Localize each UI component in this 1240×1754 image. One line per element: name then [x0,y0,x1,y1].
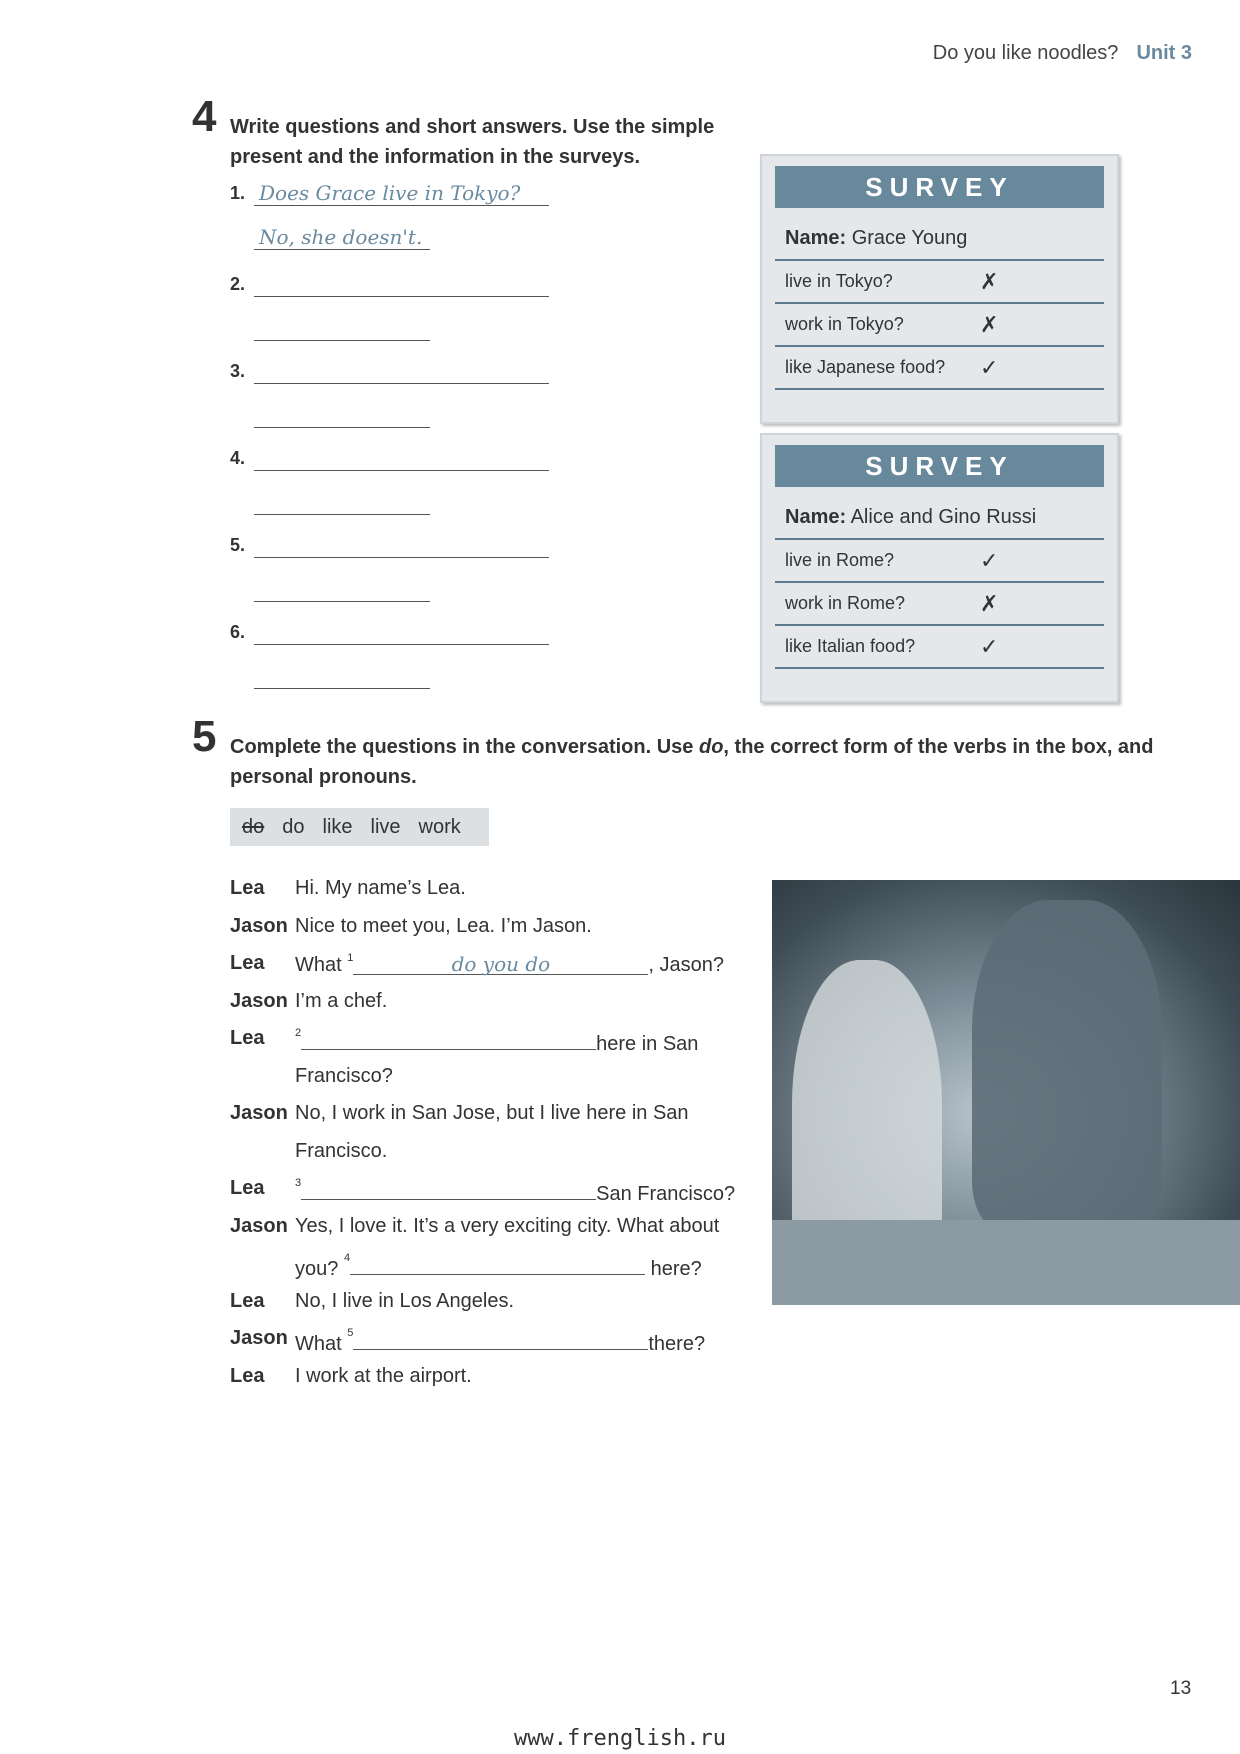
word: like [322,816,353,838]
survey-row: like Italian food? ✓ [775,626,1104,669]
survey-title: SURVEY [775,445,1104,487]
short-answer-line[interactable] [254,427,430,428]
dialogue-line: No, I work in San Jose, but I live here in San [295,1102,689,1124]
cross-icon: ✗ [980,269,999,294]
speaker-name: Jason [230,1214,288,1237]
speaker-name: Jason [230,1327,288,1349]
speaker-name: Lea [230,1027,265,1049]
check-icon: ✓ [980,355,999,380]
watermark: www.frenglish.ru [514,1726,726,1751]
running-header [933,42,1192,65]
survey-row: work in Tokyo? ✗ [775,304,1104,347]
answer-blank[interactable] [350,1252,645,1275]
question-answer-line[interactable] [254,205,549,206]
word-box [230,808,489,846]
item-number: 4. [230,448,246,468]
item-number: 3. [230,361,246,381]
question-answer-line[interactable] [254,296,549,297]
survey-name: Name: Grace Young [775,218,1104,261]
cross-icon: ✗ [980,312,999,337]
short-answer-line[interactable] [254,340,430,341]
answer-blank[interactable] [301,1177,596,1200]
speaker-name: Lea [230,877,265,899]
header-title: Do you like noodles? [932,42,1119,64]
answer-blank[interactable] [301,1027,596,1050]
dialogue-line: $^2$ here in San [295,1027,699,1055]
short-answer-line[interactable] [254,601,430,602]
question-answer-line[interactable] [254,470,549,471]
item-number: 5. [230,535,246,555]
word: do [282,816,305,838]
survey-card [760,154,1119,424]
speaker-name: Jason [230,989,288,1012]
dialogue-line: I’m a chef. [295,989,388,1012]
speaker-name: Lea [230,1364,265,1387]
answer-blank[interactable] [353,1327,648,1350]
cross-icon: ✗ [980,591,999,616]
item-number: 1. [230,183,246,203]
speaker-name: Jason [230,1102,288,1124]
page-number: 13 [1170,1678,1192,1699]
item-number: 6. [230,622,246,642]
dialogue-line: Yes, I love it. It’s a very exciting city. What about [295,1214,720,1237]
survey-row: live in Rome? ✓ [775,540,1104,583]
photo-couple-cooking [772,880,1240,1305]
dialogue-line: What $^1$ do you do , Jason? [295,952,724,976]
speaker-name: Jason [230,914,288,937]
dialogue-line-continued: Francisco? [295,1064,393,1087]
short-answer-line[interactable] [254,514,430,515]
survey-row: work in Rome? ✗ [775,583,1104,626]
word-crossed: do [242,816,265,838]
check-icon: ✓ [980,634,999,659]
question-answer-line[interactable] [254,644,549,645]
man-figure [972,900,1162,1230]
survey-name: Name: Alice and Gino Russi [775,497,1104,540]
speaker-name: Lea [230,952,265,974]
survey-card [760,433,1119,703]
exercise-5-number: 5 [192,712,217,761]
dialogue-line-continued: Francisco. [295,1139,388,1162]
word: work [418,816,461,838]
dialogue-line: $^3$ San Francisco? [295,1177,736,1205]
check-icon: ✓ [980,548,999,573]
question-text: Does Grace live in Tokyo? [259,181,521,205]
word: live [370,816,401,838]
survey-row: like Japanese food? ✓ [775,347,1104,390]
dialogue-line: Nice to meet you, Lea. I’m Jason. [295,914,592,937]
survey-row: live in Tokyo? ✗ [775,261,1104,304]
dialogue-line: What $^5$ there? [295,1327,706,1355]
speaker-name: Lea [230,1289,265,1312]
item-number: 2. [230,274,246,294]
dialogue-line: I work at the airport. [295,1364,472,1387]
dialogue-line: No, I live in Los Angeles. [295,1289,515,1312]
short-answer-line[interactable] [254,249,430,250]
speaker-name: Lea [230,1177,265,1199]
exercise-4-instructions: Write questions and short answers. Use the simple present and the information in the surveys. [230,116,715,168]
answer-blank[interactable]: do you do [353,952,648,975]
exercise-4-number: 4 [192,92,217,141]
question-answer-line[interactable] [254,383,549,384]
dialogue-line: you? $^4$ here? [295,1252,702,1280]
grill [772,1220,1240,1305]
survey-title: SURVEY [775,166,1104,208]
question-answer-line[interactable] [254,557,549,558]
dialogue-line: Hi. My name’s Lea. [295,877,466,899]
unit-label: Unit 3 [1136,42,1192,64]
short-answer-text: No, she doesn't. [259,225,423,249]
exercise-5-instructions: Complete the questions in the conversation. Use do, the correct form of the verbs in the box, and personal pronouns. [230,736,1154,788]
short-answer-line[interactable] [254,688,430,689]
